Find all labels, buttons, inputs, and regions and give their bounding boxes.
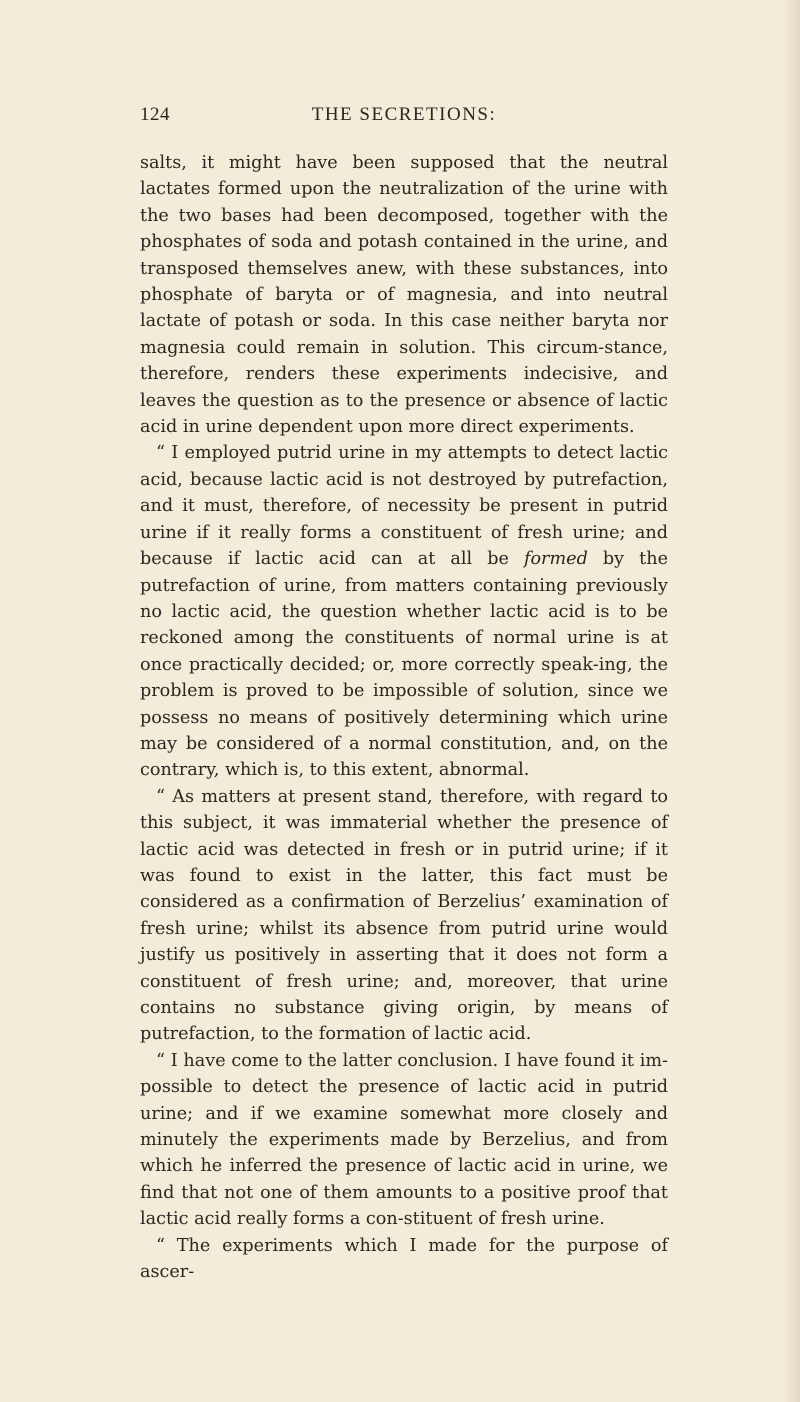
page-header [124, 104, 684, 134]
page-number: 124 [140, 104, 170, 125]
body-text [140, 150, 668, 1285]
running-head: THE SECRETIONS: [311, 104, 497, 125]
paragraph-3: “ As matters at present stand, therefore, with regard to this subject, it was immaterial whether the presence of lactic acid was detected in fresh or in putrid urine; if it was found to exist in the latter, this fact must be considered as a confirmation of Berzelius’ examination of fresh urine; whilst its absence from putrid urine would justify us positively in asserting that it does not form a constituent of fresh urine; and, moreover, that urine contains no substance giving origin, by means of putrefaction, to the formation of lactic acid. [140, 786, 668, 1045]
paragraph-1: salts, it might have been supposed that the neutral lactates formed upon the neutralization of the urine with the two bases had been decomposed, together with the phosphates of soda and potash contained in the urine, and transposed themselves anew, with these substances, into phosphate of baryta or of magnesia, and into neutral lactate of potash or soda. In this case neither baryta nor magnesia could remain in solution. This circum-stance, therefore, renders these experiments indecisive, and leaves the question as to the presence or absence of lactic acid in urine dependent upon more direct experiments. [140, 153, 668, 438]
page-edge-shadow [782, 0, 800, 1402]
paragraph-2-emphasis: formed [523, 549, 588, 570]
paragraph-2 [140, 440, 668, 783]
paragraph-2-text-before: “ I employed putrid urine in my attempts to detect lactic acid, because lactic acid is not destroyed by putrefaction, and it must, therefore, of necessity be present in putrid urine if it really forms a constituent of fresh urine; and because if lactic acid can at all be [140, 443, 668, 570]
paragraph-4: “ I have come to the latter conclusion. I have found it im-possible to detect the presence of lactic acid in putrid urine; and if we examine somewhat more closely and minutely the experiments made by Berzelius, and from which he inferred the presence of lactic acid in urine, we find that not one of them amounts to a positive proof that lactic acid really forms a con-stituent of fresh urine. [140, 1050, 668, 1230]
paragraph-5: “ The experiments which I made for the purpose of ascer- [140, 1235, 668, 1283]
paragraph-2-text-after: by the putrefaction of urine, from matters containing previously no lactic acid, the question whether lactic acid is to be reckoned among the constituents of normal urine is at once practically decided; or, more correctly speak-ing, the problem is proved to be impossible of solution, since we possess no means of positively determining which urine may be considered of a normal constitution, and, on the contrary, which is, to this extent, abnormal. [140, 549, 668, 781]
